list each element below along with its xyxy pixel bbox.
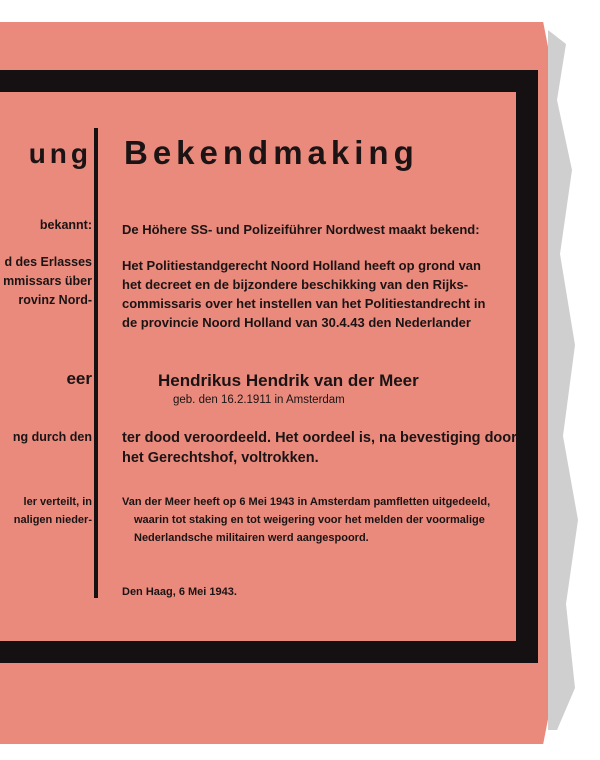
verdict-line: ter dood veroordeeld. Het oordeel is, na bevestiging door: [122, 430, 517, 446]
torn-edge: [548, 30, 578, 730]
intro-line: De Höhere SS- und Polizeiführer Nordwest maakt bekend:: [122, 222, 480, 237]
birth-info: geb. den 16.2.1911 in Amsterdam: [173, 394, 345, 406]
note-line: Van der Meer heeft op 6 Mei 1943 in Amsterdam pamfletten uitgedeeld,: [122, 496, 491, 508]
german-para-line: mmissars über: [3, 274, 92, 288]
note-line: Nederlandsche militairen werd aangespoord.: [134, 532, 369, 544]
german-line: bekannt:: [39, 218, 92, 232]
black-border-top: [0, 70, 535, 92]
german-note-line: ler verteilt, in: [23, 496, 92, 508]
condemned-name: Hendrikus Hendrik van der Meer: [158, 371, 419, 390]
german-para-line: rovinz Nord-: [18, 293, 92, 307]
poster-title: Bekendmaking: [124, 134, 419, 171]
note-line: waarin tot staking en tot weigering voor het melden der voormalige: [134, 514, 485, 526]
german-note-line: naligen nieder-: [13, 514, 92, 526]
german-heading: ung: [28, 138, 92, 169]
black-border-bottom: [0, 641, 538, 663]
body-line: het decreet en de bijzondere beschikking van den Rijks-: [122, 277, 469, 292]
german-para-line: ng durch den: [12, 430, 92, 444]
place-date: Den Haag, 6 Mei 1943.: [122, 586, 237, 598]
german-name: eer: [66, 369, 92, 388]
body-line: commissaris over het instellen van het Politiestandrecht in: [122, 296, 486, 311]
black-border-right: [516, 70, 538, 663]
column-divider: [94, 128, 98, 598]
body-line: de provincie Noord Holland van 30.4.43 den Nederlander: [122, 315, 471, 330]
verdict-line: het Gerechtshof, voltrokken.: [122, 450, 319, 466]
body-line: Het Politiestandgerecht Noord Holland heeft op grond van: [122, 258, 481, 273]
german-para-line: d des Erlasses: [4, 255, 92, 269]
